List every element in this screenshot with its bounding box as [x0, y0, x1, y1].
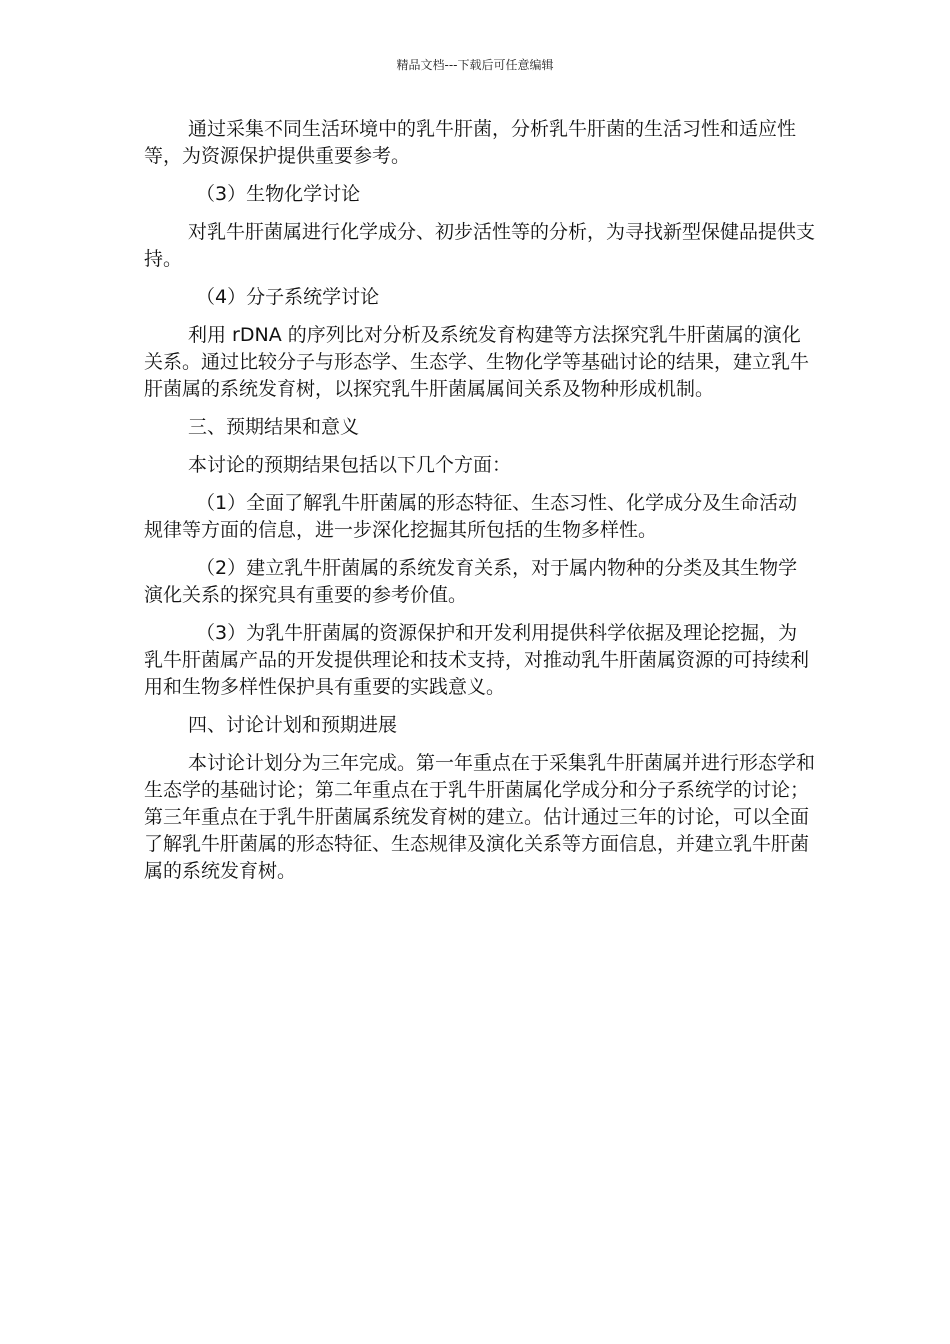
paragraph: 通过采集不同生活环境中的乳牛肝菌，分析乳牛肝菌的生活习性和适应性等，为资源保护提供重要参考。	[144, 118, 797, 167]
list-item: （3）为乳牛肝菌属的资源保护和开发利用提供科学依据及理论挖掘，为乳牛肝菌属产品的开发提供理论和技术支持，对推动乳牛肝菌属资源的可持续利用和生物多样性保护具有重要的实践意义。	[144, 622, 810, 698]
page-header: 精品文档---下载后可任意编辑	[396, 58, 554, 72]
section-heading: 三、预期结果和意义	[188, 416, 360, 438]
section-heading: （4）分子系统学讨论	[196, 286, 380, 308]
list-item: （1）全面了解乳牛肝菌属的形态特征、生态习性、化学成分及生命活动规律等方面的信息，进一步深化挖掘其所包括的生物多样性。	[144, 492, 798, 541]
document-body	[144, 116, 816, 896]
paragraph: 本讨论计划分为三年完成。第一年重点在于采集乳牛肝菌属并进行形态学和生态学的基础讨论；第二年重点在于乳牛肝菌属化学成分和分子系统学的讨论；第三年重点在于乳牛肝菌属系统发育树的建立。估计通过三年的讨论，可以全面了解乳牛肝菌属的形态特征、生态规律及演化关系等方面信息，并建立乳牛肝菌属的系统发育树。	[144, 752, 816, 882]
paragraph: 对乳牛肝菌属进行化学成分、初步活性等的分析，为寻找新型保健品提供支持。	[144, 221, 816, 270]
paragraph: 利用 rDNA 的序列比对分析及系统发育构建等方法探究乳牛肝菌属的演化关系。通过比较分子与形态学、生态学、生物化学等基础讨论的结果，建立乳牛肝菌属的系统发育树，以探究乳牛肝菌属属间关系及物种形成机制。	[144, 324, 810, 400]
section-heading: （3）生物化学讨论	[196, 183, 361, 205]
section-heading: 四、讨论计划和预期进展	[188, 714, 398, 736]
list-item: （2）建立乳牛肝菌属的系统发育关系，对于属内物种的分类及其生物学演化关系的探究具有重要的参考价值。	[144, 557, 798, 606]
paragraph: 本讨论的预期结果包括以下几个方面：	[188, 454, 512, 476]
